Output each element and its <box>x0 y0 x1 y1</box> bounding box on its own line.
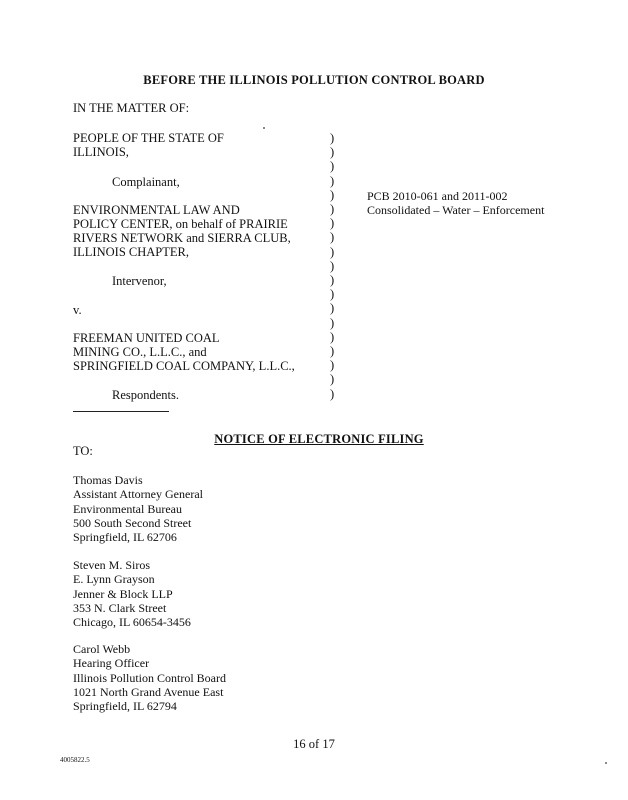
recipient-organization: Jenner & Block LLP <box>73 586 173 601</box>
paren: ) <box>330 273 335 288</box>
paren: ) <box>330 358 335 373</box>
complainant-label: Complainant, <box>112 175 180 189</box>
recipient-title: Assistant Attorney General <box>73 487 203 502</box>
paren: ) <box>330 287 335 302</box>
page-number: 16 of 17 <box>293 737 335 751</box>
recipient-name: Steven M. Siros <box>73 558 151 572</box>
recipient-organization: Environmental Bureau <box>73 501 182 516</box>
recipient-city: Springfield, IL 62706 <box>73 530 177 545</box>
paren: ) <box>330 258 335 273</box>
caption-underline <box>73 411 169 412</box>
intervenor-name-line1: ENVIRONMENTAL LAW AND <box>73 203 240 217</box>
respondents-label: Respondents. <box>112 388 180 402</box>
document-id: 4005822.5 <box>60 756 90 764</box>
case-type: Consolidated – Water – Enforcement <box>367 203 545 217</box>
paren: ) <box>330 159 335 174</box>
paren: ) <box>330 145 335 160</box>
in-the-matter-label: IN THE MATTER OF: <box>73 101 190 115</box>
recipient-city: Chicago, IL 60654-3456 <box>73 615 191 630</box>
paren: ) <box>330 230 335 245</box>
intervenor-label: Intervenor, <box>112 274 167 288</box>
complainant-name-line1: PEOPLE OF THE STATE OF <box>73 131 224 145</box>
intervenor-name-line4: ILLINOIS CHAPTER, <box>73 245 189 259</box>
intervenor-name-line3: RIVERS NETWORK and SIERRA CLUB, <box>73 231 291 245</box>
paren: ) <box>330 315 335 330</box>
paren: ) <box>330 386 335 401</box>
notice-heading <box>0 430 628 448</box>
recipient-city: Springfield, IL 62794 <box>73 699 177 714</box>
intervenor-name-line2: POLICY CENTER, on behalf of PRAIRIE <box>73 217 288 231</box>
respondent-name-line1: FREEMAN UNITED COAL <box>73 331 220 345</box>
paren: ) <box>330 173 335 188</box>
recipient-name: Thomas Davis <box>73 473 143 487</box>
paren: ) <box>330 216 335 231</box>
recipient-street: 1021 North Grand Avenue East <box>73 684 224 699</box>
case-number: PCB 2010-061 and 2011-002 <box>367 189 508 203</box>
notice-heading-text: NOTICE OF ELECTRONIC FILING <box>214 432 424 446</box>
recipient-block <box>73 642 226 713</box>
paren: ) <box>330 372 335 387</box>
paren: ) <box>330 202 335 217</box>
paren: ) <box>330 244 335 259</box>
scan-speck <box>263 127 265 129</box>
paren: ) <box>330 301 335 316</box>
paren: ) <box>330 131 335 145</box>
recipient-title: Hearing Officer <box>73 656 150 671</box>
recipient-block <box>73 473 203 544</box>
caption-parenthesis-column <box>330 131 340 401</box>
recipient-name-secondary: E. Lynn Grayson <box>73 572 155 587</box>
versus-label: v. <box>73 303 82 317</box>
to-label: TO: <box>73 444 93 458</box>
respondent-name-line3: SPRINGFIELD COAL COMPANY, L.L.C., <box>73 359 295 373</box>
recipient-block <box>73 558 191 629</box>
respondent-name-line2: MINING CO., L.L.C., and <box>73 345 207 359</box>
paren: ) <box>330 329 335 344</box>
complainant-name-line2: ILLINOIS, <box>73 145 129 159</box>
recipient-street: 500 South Second Street <box>73 515 192 530</box>
document-title: BEFORE THE ILLINOIS POLLUTION CONTROL BOARD <box>143 73 485 87</box>
paren: ) <box>330 344 335 359</box>
recipient-name: Carol Webb <box>73 642 131 656</box>
recipient-organization: Illinois Pollution Control Board <box>73 670 227 685</box>
scan-speck <box>605 762 607 764</box>
paren: ) <box>330 187 335 202</box>
recipient-street: 353 N. Clark Street <box>73 600 167 615</box>
